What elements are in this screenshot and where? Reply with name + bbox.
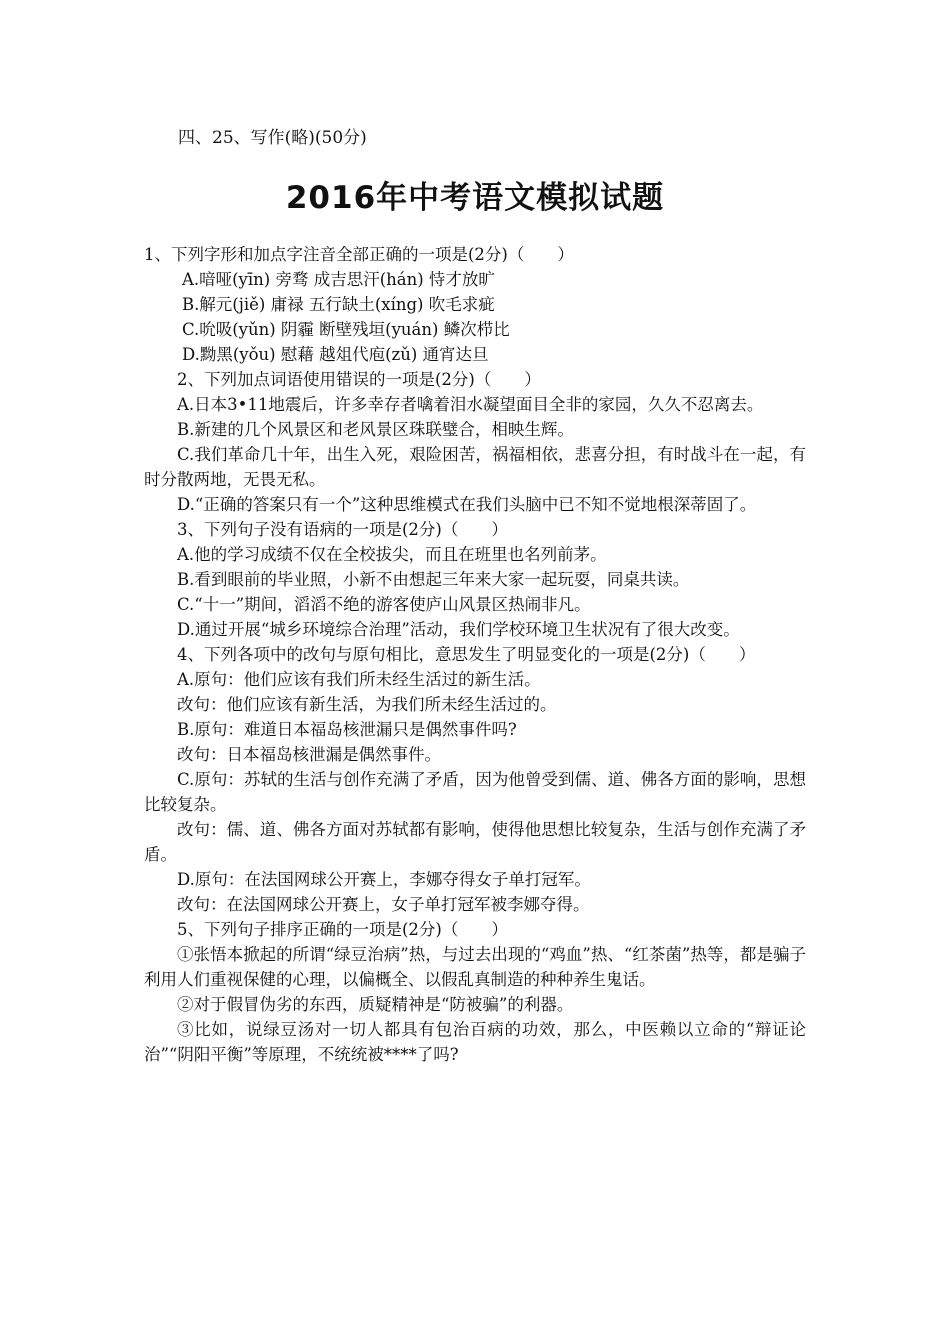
paragraph: D.黝黑(yǒu) 慰藉 越俎代庖(zǔ) 通宵达旦 xyxy=(181,345,489,364)
paragraph: B.解元(jiě) 庸禄 五行缺土(xíng) 吹毛求疵 xyxy=(181,295,495,314)
paragraph: B.原句：难道日本福岛核泄漏只是偶然事件吗? xyxy=(177,720,517,739)
paragraph: D.原句：在法国网球公开赛上，李娜夺得女子单打冠军。 xyxy=(177,870,591,889)
paragraph: D.“正确的答案只有一个”这种思维模式在我们头脑中已不知不觉地根深蒂固了。 xyxy=(177,495,757,514)
paragraph: 改句：儒、道、佛各方面对苏轼都有影响，使得他思想比较复杂，生活与创作充满了矛盾。 xyxy=(144,820,806,864)
paragraph: D.通过开展“城乡环境综合治理”活动，我们学校环境卫生状况有了很大改变。 xyxy=(177,620,740,639)
paragraph: B.新建的几个风景区和老风景区珠联璧合，相映生辉。 xyxy=(177,420,574,439)
paragraph: 2、下列加点词语使用错误的一项是(2分)（ ） xyxy=(177,370,541,389)
paragraph: 1、下列字形和加点字注音全部正确的一项是(2分)（ ） xyxy=(144,245,574,264)
paragraph: C.我们革命几十年，出生入死，艰险困苦，祸福相依，悲喜分担，有时战斗在一起，有时分散两地，无畏无私。 xyxy=(144,445,806,489)
paragraph: 改句：在法国网球公开赛上，女子单打冠军被李娜夺得。 xyxy=(177,895,590,914)
document-body xyxy=(144,242,806,1067)
paragraph: A.他的学习成绩不仅在全校拔尖，而且在班里也名列前茅。 xyxy=(177,545,607,564)
paragraph: A.喑哑(yīn) 旁骛 成吉思汗(hán) 恃才放旷 xyxy=(181,270,495,289)
paragraph: ②对于假冒伪劣的东西，质疑精神是“防被骗”的利器。 xyxy=(177,995,574,1014)
paragraph: C.“十一”期间，滔滔不绝的游客使庐山风景区热闹非凡。 xyxy=(177,595,591,614)
paragraph: A.日本3•11地震后，许多幸存者噙着泪水凝望面目全非的家园，久久不忍离去。 xyxy=(177,395,764,414)
paragraph: C.吮吸(yǔn) 阴霾 断壁残垣(yuán) 鳞次栉比 xyxy=(181,320,510,339)
section-heading: 四、25、写作(略)(50分) xyxy=(178,128,367,148)
paragraph: C.原句：苏轼的生活与创作充满了矛盾，因为他曾受到儒、道、佛各方面的影响，思想比较复杂。 xyxy=(144,770,806,814)
paragraph: 3、下列句子没有语病的一项是(2分)（ ） xyxy=(177,520,508,539)
paragraph: ③比如，说绿豆汤对一切人都具有包治百病的功效，那么，中医赖以立命的“辩证论治”“阴阳平衡”等原理，不统统被****了吗? xyxy=(144,1020,806,1064)
paragraph: A.原句：他们应该有我们所未经生活过的新生活。 xyxy=(177,670,541,689)
paragraph: 4、下列各项中的改句与原句相比，意思发生了明显变化的一项是(2分)（ ） xyxy=(177,645,756,664)
paragraph: ①张悟本掀起的所谓“绿豆治病”热，与过去出现的“鸡血”热、“红茶菌”热等，都是骗子利用人们重视保健的心理，以偏概全、以假乱真制造的种种养生鬼话。 xyxy=(144,945,806,989)
paragraph: 改句：日本福岛核泄漏是偶然事件。 xyxy=(177,745,441,764)
paragraph: 改句：他们应该有新生活，为我们所未经生活过的。 xyxy=(177,695,557,714)
paragraph: 5、下列句子排序正确的一项是(2分)（ ） xyxy=(177,920,508,939)
paragraph: B.看到眼前的毕业照，小新不由想起三年来大家一起玩耍，同桌共读。 xyxy=(177,570,690,589)
page-title: 2016年中考语文模拟试题 xyxy=(285,180,665,216)
